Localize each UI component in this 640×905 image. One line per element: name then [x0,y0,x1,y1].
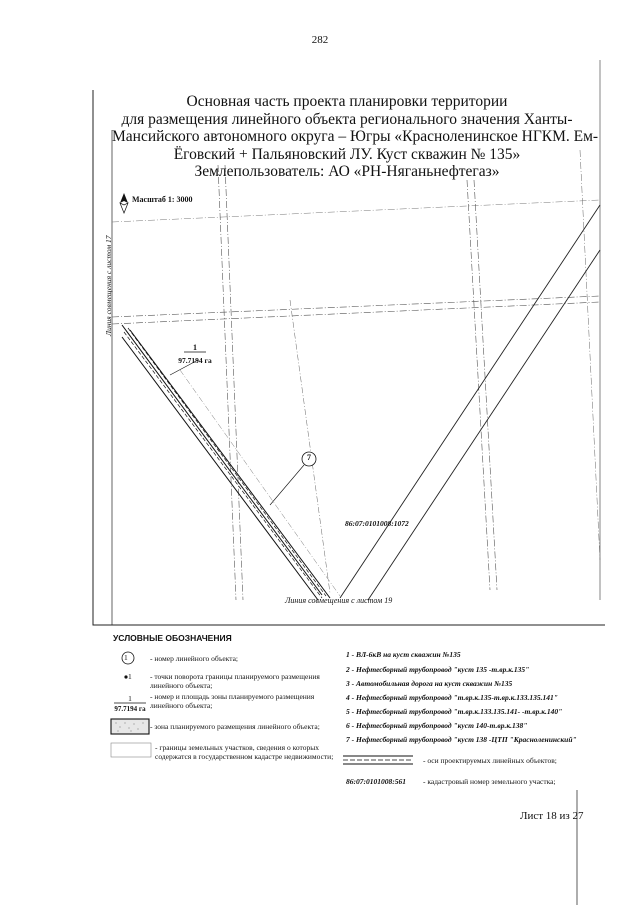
parcel-line [180,370,340,596]
legend-text: - зона планируемого размещения линейного объекта; [150,722,320,731]
map-title [112,93,599,181]
legend-object-2: 2 - Нефтесборный трубопровод "куст 135 -т.вр.к.135" [346,665,530,674]
zone-area: 97.7194 га [178,356,212,365]
legend-object-4: 4 - Нефтесборный трубопровод "т.вр.к.135-т.вр.к.133.135.141" [346,693,558,702]
legend-object-6: 6 - Нефтесборный трубопровод "куст 140-т.вр.к.138" [346,721,528,730]
parcel-line [112,296,600,317]
legend-parcel-symbol [111,743,151,757]
legend-circle-number: 1 [124,653,128,662]
legend-object-3: 3 - Автомобильная дорога на куст скважин №135 [346,679,513,688]
title-line: Мансийского автономного округа – Югры «Красноленинское НГКМ. Ем- [112,128,599,145]
object-marker-leader [270,465,304,505]
legend-text: - границы земельных участков, сведения о которых содержатся в государственном кадастре недвижимости; [155,743,334,761]
match-line-bottom: Линия совмещения с листом 19 [285,596,393,605]
zone-boundary [122,337,318,600]
legend-object-5: 5 - Нефтесборный трубопровод "т.вр.к.133.135.141- -т.вр.к.140" [346,707,563,716]
title-line: для размещения линейного объекта регионального значения Ханты- [121,110,573,128]
object-axis [124,332,322,598]
parcel-line [290,300,330,593]
sheet-label: Лист 18 из 27 [520,810,584,822]
parcel-line [218,165,236,600]
legend-dot-number: 1 [128,672,132,681]
parcel-line [474,180,497,590]
parcel-cadastral-code: 86:07:0101008:1072 [345,519,409,528]
title-line: Землепользователь: АО «РН-Няганьнефтегаз» [194,163,500,180]
legend-text: - номер линейного объекта; [150,654,238,663]
title-line: Основная часть проекта планировки территории [186,93,508,110]
parcel-line [112,302,600,324]
legend-fraction-num: 1 [128,694,132,703]
zone-boundary [122,325,322,595]
object-marker-number: 7 [307,453,311,462]
zone-boundary [130,330,330,598]
road-edge [368,250,600,600]
legend-object-1: 1 - ВЛ-6кВ на куст скважин №135 [346,650,461,659]
object-axis [128,328,326,596]
match-line-left: Линия совмещения с листом 17 [104,235,113,336]
legend-axis-text: - оси проектируемых линейных объектов; [423,756,557,765]
north-arrow-icon [120,193,128,213]
legend-text: - номер и площадь зоны планируемого размещения линейного объекта; [150,692,315,710]
road-edge [340,205,600,598]
legend-cadastral-text: - кадастровый номер земельного участка; [423,777,556,786]
page-number: 282 [311,34,329,46]
legend-text: - точки поворота границы планируемого размещения линейного объекта; [150,672,320,690]
legend-fraction-area: 97.7194 га [114,705,146,713]
legend-cadastral-sample: 86:07:0101008:561 [346,777,406,786]
parcel-line [580,150,600,560]
parcel-line [225,165,243,600]
zone-number: 1 [193,343,197,352]
legend-object-7: 7 - Нефтесборный трубопровод "куст 138 -ЦТП "Красноленинский" [346,735,577,744]
scale-label: Масштаб 1: 3000 [132,195,193,204]
title-line: Ёговский + Пальяновский ЛУ. Куст скважин № 135» [173,145,521,163]
legend-title: УСЛОВНЫЕ ОБОЗНАЧЕНИЯ [113,633,232,643]
parcel-line [467,180,490,590]
legend-zone-symbol [111,719,149,734]
